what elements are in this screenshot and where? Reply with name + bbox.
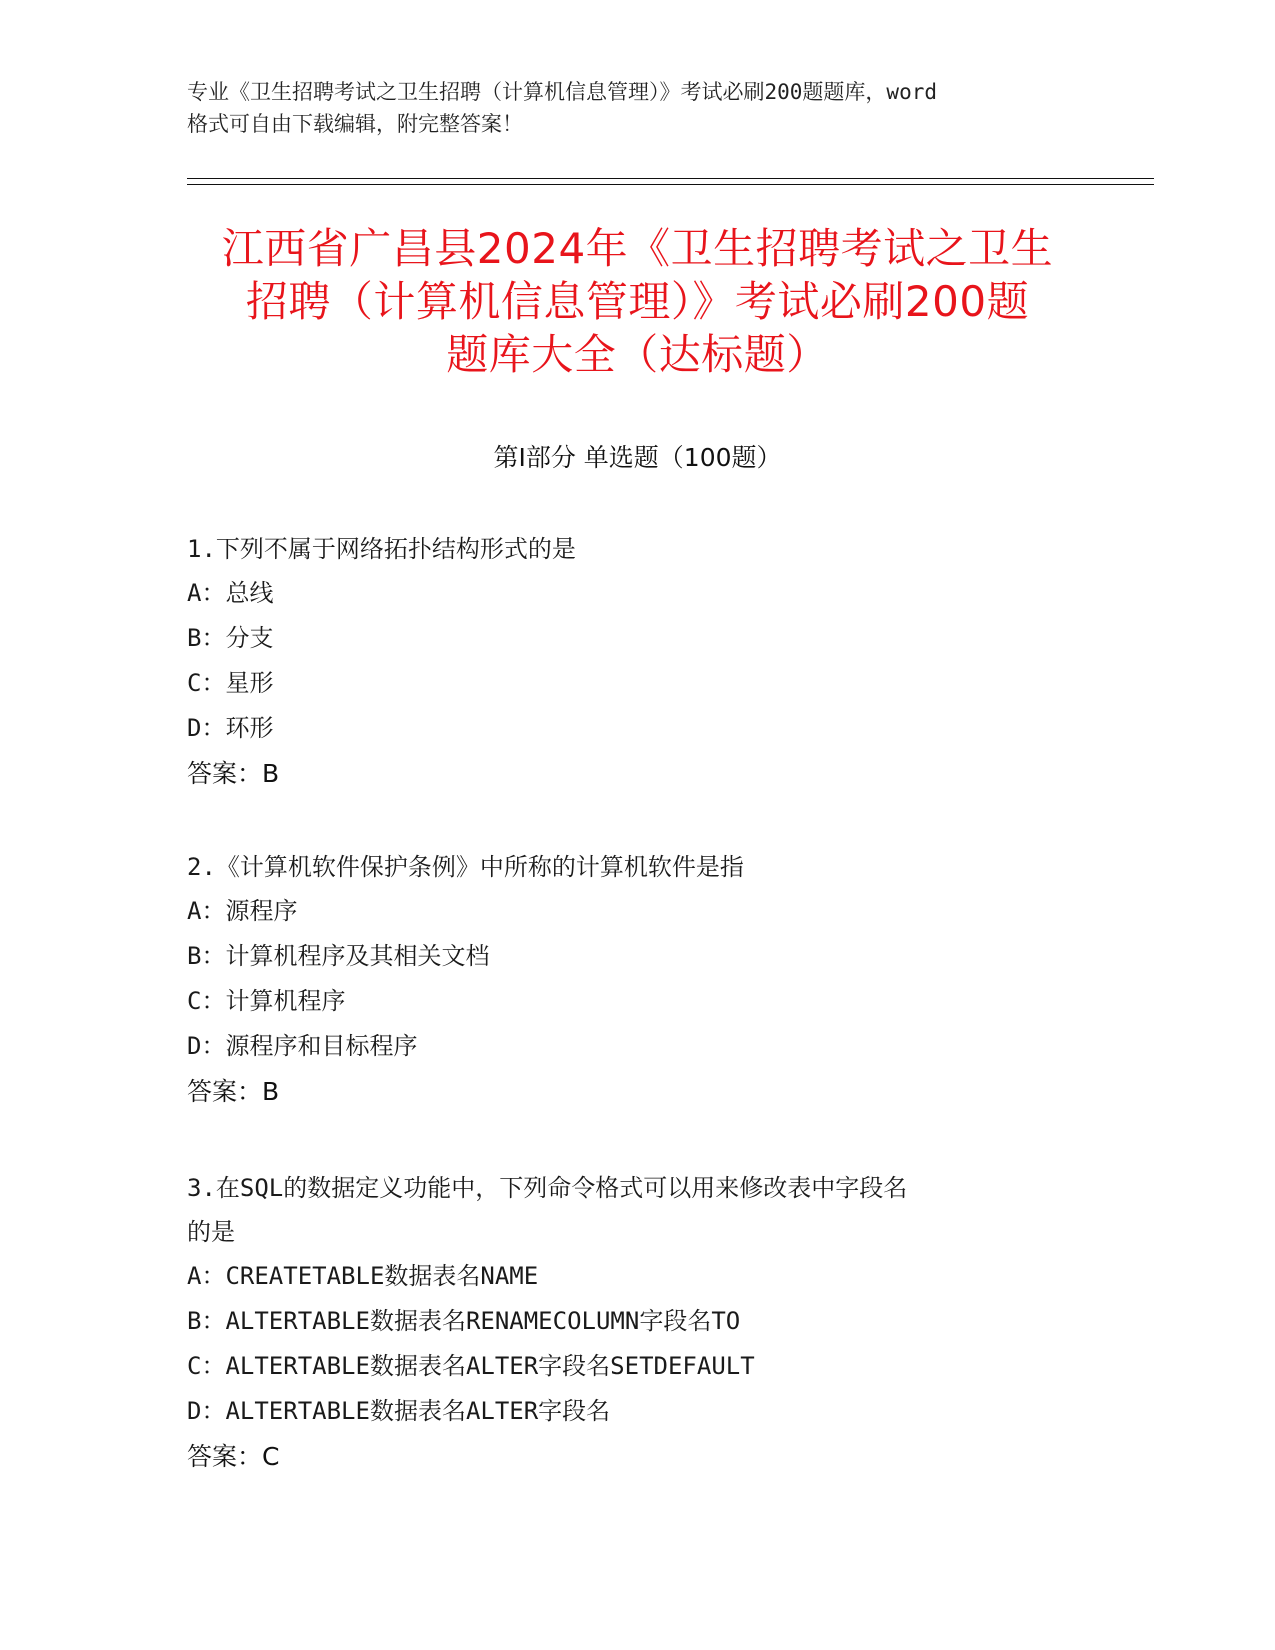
option-c: C：计算机程序: [187, 987, 346, 1015]
question-stem: 2.《计算机软件保护条例》中所称的计算机软件是指: [187, 853, 744, 881]
option-a: A：CREATETABLE数据表名NAME: [187, 1262, 539, 1290]
question-stem: 1.下列不属于网络拓扑结构形式的是: [187, 535, 576, 563]
option-b: B：ALTERTABLE数据表名RENAMECOLUMN字段名TO: [187, 1307, 741, 1335]
document-title-line-3: 题库大全（达标题）: [446, 330, 829, 379]
question-stem-line-2: 的是: [187, 1218, 235, 1246]
question-3: [187, 1166, 1087, 1479]
option-a: A：源程序: [187, 897, 298, 925]
header-note-line-1: 专业《卫生招聘考试之卫生招聘（计算机信息管理）》考试必刷200题题库，word: [187, 80, 937, 104]
document-title-line-1: 江西省广昌县2024年《卫生招聘考试之卫生: [221, 224, 1054, 273]
option-d: D：环形: [187, 714, 274, 742]
answer: 答案：C: [187, 1442, 280, 1471]
option-d: D：ALTERTABLE数据表名ALTER字段名: [187, 1397, 611, 1425]
header-note: [187, 76, 1087, 140]
document-title: [170, 222, 1105, 381]
header-note-line-2: 格式可自由下载编辑，附完整答案！: [187, 112, 523, 136]
option-b: B：分支: [187, 624, 274, 652]
header-divider-top: [187, 178, 1154, 179]
header-divider-bottom: [187, 184, 1154, 185]
option-a: A：总线: [187, 579, 274, 607]
option-b: B：计算机程序及其相关文档: [187, 942, 490, 970]
section-title: 第Ⅰ部分 单选题（100题）: [493, 443, 782, 472]
option-c: C：星形: [187, 669, 274, 697]
document-title-line-2: 招聘（计算机信息管理）》考试必刷200题: [245, 277, 1030, 326]
question-2: [187, 845, 1087, 1114]
answer: 答案：B: [187, 759, 280, 788]
question-1: [187, 527, 1087, 796]
question-stem-line-1: 3.在SQL的数据定义功能中，下列命令格式可以用来修改表中字段名: [187, 1174, 908, 1202]
answer: 答案：B: [187, 1077, 280, 1106]
option-d: D：源程序和目标程序: [187, 1032, 418, 1060]
option-c: C：ALTERTABLE数据表名ALTER字段名SETDEFAULT: [187, 1352, 755, 1380]
